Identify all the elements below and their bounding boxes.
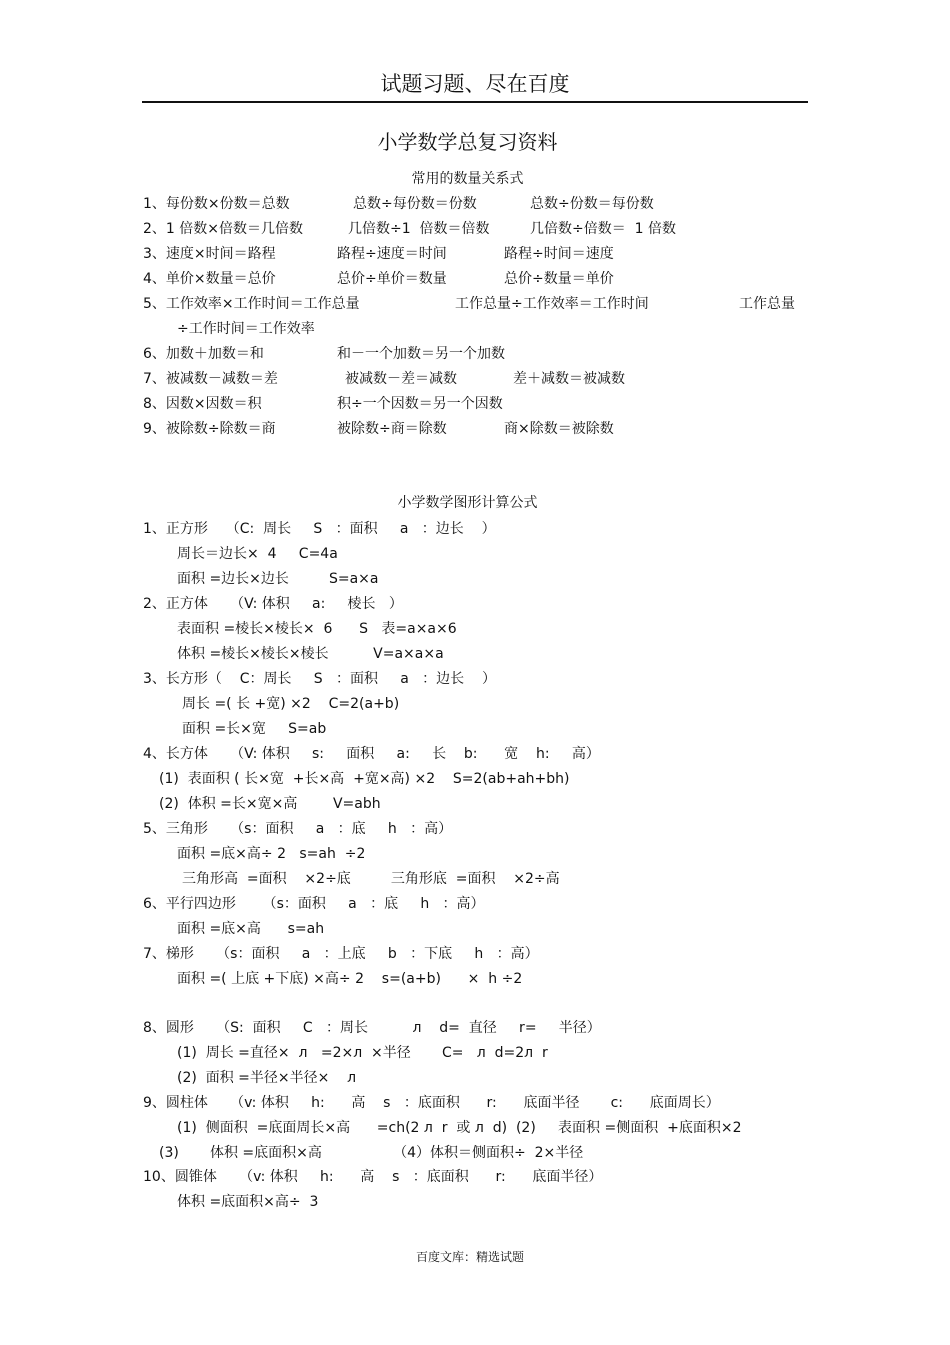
header-rule bbox=[142, 101, 808, 103]
relation-3b: 路程÷速度＝时间 bbox=[337, 246, 447, 262]
relation-9b: 被除数÷商＝除数 bbox=[337, 421, 447, 437]
geo-cuboid-heading: 4、长方体 （V: 体积 s: 面积 a: 长 b: 宽 h: 高） bbox=[143, 746, 600, 762]
relation-9a: 9、被除数÷除数＝商 bbox=[143, 421, 276, 437]
geo-parallelogram-heading: 6、平行四边形 （s：面积 a ：底 h ：高） bbox=[143, 896, 485, 912]
geo-trapezoid-area: 面积 =( 上底 +下底) ×高÷ 2 s=(a+b) × h ÷2 bbox=[177, 971, 523, 987]
relation-1a: 1、每份数×份数＝总数 bbox=[143, 196, 290, 212]
relation-7b: 被减数－差＝减数 bbox=[345, 371, 457, 387]
geo-cuboid-surface: (1) 表面积 ( 长×宽 +长×高 +宽×高) ×2 S=2(ab+ah+bh) bbox=[159, 771, 570, 787]
relation-8b: 积÷一个因数＝另一个因数 bbox=[337, 396, 503, 412]
relation-4c: 总价÷数量＝单价 bbox=[504, 271, 614, 287]
geo-circle-perimeter: (1) 周长 =直径× л =2×л ×半径 C= л d=2л r bbox=[177, 1045, 548, 1061]
geo-rectangle-perimeter: 周长 =( 长 +宽) ×2 C=2(a+b) bbox=[182, 696, 400, 712]
geo-cone-heading: 10、圆锥体 （v: 体积 h: 高 s ：底面积 r: 底面半径） bbox=[143, 1169, 603, 1185]
document-title: 小学数学总复习资料 bbox=[377, 130, 558, 154]
geo-rectangle-heading: 3、长方形（ C：周长 S ：面积 a ：边长 ） bbox=[143, 671, 496, 687]
relation-2c: 几倍数÷倍数＝ 1 倍数 bbox=[530, 221, 676, 237]
geo-square-area: 面积 =边长×边长 S=a×a bbox=[177, 571, 379, 587]
relation-8a: 8、因数×因数＝积 bbox=[143, 396, 262, 412]
relation-7a: 7、被减数－减数＝差 bbox=[143, 371, 278, 387]
geo-cone-volume: 体积 =底面积×高÷ 3 bbox=[177, 1194, 319, 1210]
relation-2b: 几倍数÷1 倍数＝倍数 bbox=[348, 221, 490, 237]
relation-5b: 工作总量÷工作效率＝工作时间 bbox=[455, 296, 649, 312]
section-title-relations: 常用的数量关系式 bbox=[411, 171, 524, 187]
geo-cube-heading: 2、正方体 （V: 体积 a: 棱长 ） bbox=[143, 596, 403, 612]
geo-rectangle-area: 面积 =长×宽 S=ab bbox=[182, 721, 327, 737]
geo-cylinder-lateral: (1) 侧面积 =底面周长×高 =ch(2 л r 或 л d) (2) 表面积 =侧面积 +底面积×2 bbox=[177, 1120, 742, 1136]
geo-parallelogram-area: 面积 =底×高 s=ah bbox=[177, 921, 325, 937]
relation-5c: 工作总量 bbox=[739, 296, 795, 312]
relation-1c: 总数÷份数＝每份数 bbox=[530, 196, 654, 212]
relation-5d: ÷工作时间＝工作效率 bbox=[177, 321, 315, 337]
geo-cylinder-volume: (3) 体积 =底面积×高 （4）体积＝侧面积÷ 2×半径 bbox=[159, 1145, 584, 1161]
geo-trapezoid-heading: 7、梯形 （s：面积 a ：上底 b ：下底 h ：高） bbox=[143, 946, 539, 962]
geo-cube-surface: 表面积 =棱长×棱长× 6 S 表=a×a×6 bbox=[177, 621, 457, 637]
relation-3a: 3、速度×时间＝路程 bbox=[143, 246, 276, 262]
relation-3c: 路程÷时间＝速度 bbox=[504, 246, 614, 262]
geo-triangle-heading: 5、三角形 （s：面积 a ：底 h ：高） bbox=[143, 821, 453, 837]
relation-7c: 差＋减数＝被减数 bbox=[513, 371, 625, 387]
relation-4b: 总价÷单价＝数量 bbox=[337, 271, 447, 287]
geo-circle-area: (2) 面积 =半径×半径× л bbox=[177, 1070, 357, 1086]
page-header: 试题习题、尽在百度 bbox=[380, 72, 570, 96]
relation-6b: 和－一个加数＝另一个加数 bbox=[337, 346, 505, 362]
geo-triangle-area: 面积 =底×高÷ 2 s=ah ÷2 bbox=[177, 846, 366, 862]
relation-5a: 5、工作效率×工作时间＝工作总量 bbox=[143, 296, 360, 312]
geo-circle-heading: 8、圆形 （S: 面积 C ：周长 л d= 直径 r= 半径） bbox=[143, 1020, 601, 1036]
relation-4a: 4、单价×数量＝总价 bbox=[143, 271, 276, 287]
page-footer: 百度文库：精选试题 bbox=[415, 1250, 524, 1264]
geo-cylinder-heading: 9、圆柱体 （v: 体积 h: 高 s ：底面积 r: 底面半径 c: 底面周长） bbox=[143, 1095, 720, 1111]
geo-square-heading: 1、正方形 （C: 周长 S ：面积 a ：边长 ） bbox=[143, 521, 496, 537]
geo-cube-volume: 体积 =棱长×棱长×棱长 V=a×a×a bbox=[177, 646, 444, 662]
relation-2a: 2、1 倍数×倍数＝几倍数 bbox=[143, 221, 303, 237]
relation-9c: 商×除数＝被除数 bbox=[504, 421, 614, 437]
geo-square-perimeter: 周长＝边长× 4 C=4a bbox=[177, 546, 338, 562]
geo-cuboid-volume: (2) 体积 =长×宽×高 V=abh bbox=[159, 796, 381, 812]
relation-6a: 6、加数＋加数＝和 bbox=[143, 346, 264, 362]
section-title-geometry: 小学数学图形计算公式 bbox=[397, 495, 538, 511]
relation-1b: 总数÷每份数＝份数 bbox=[353, 196, 477, 212]
geo-triangle-height-base: 三角形高 =面积 ×2÷底 三角形底 =面积 ×2÷高 bbox=[182, 871, 560, 887]
